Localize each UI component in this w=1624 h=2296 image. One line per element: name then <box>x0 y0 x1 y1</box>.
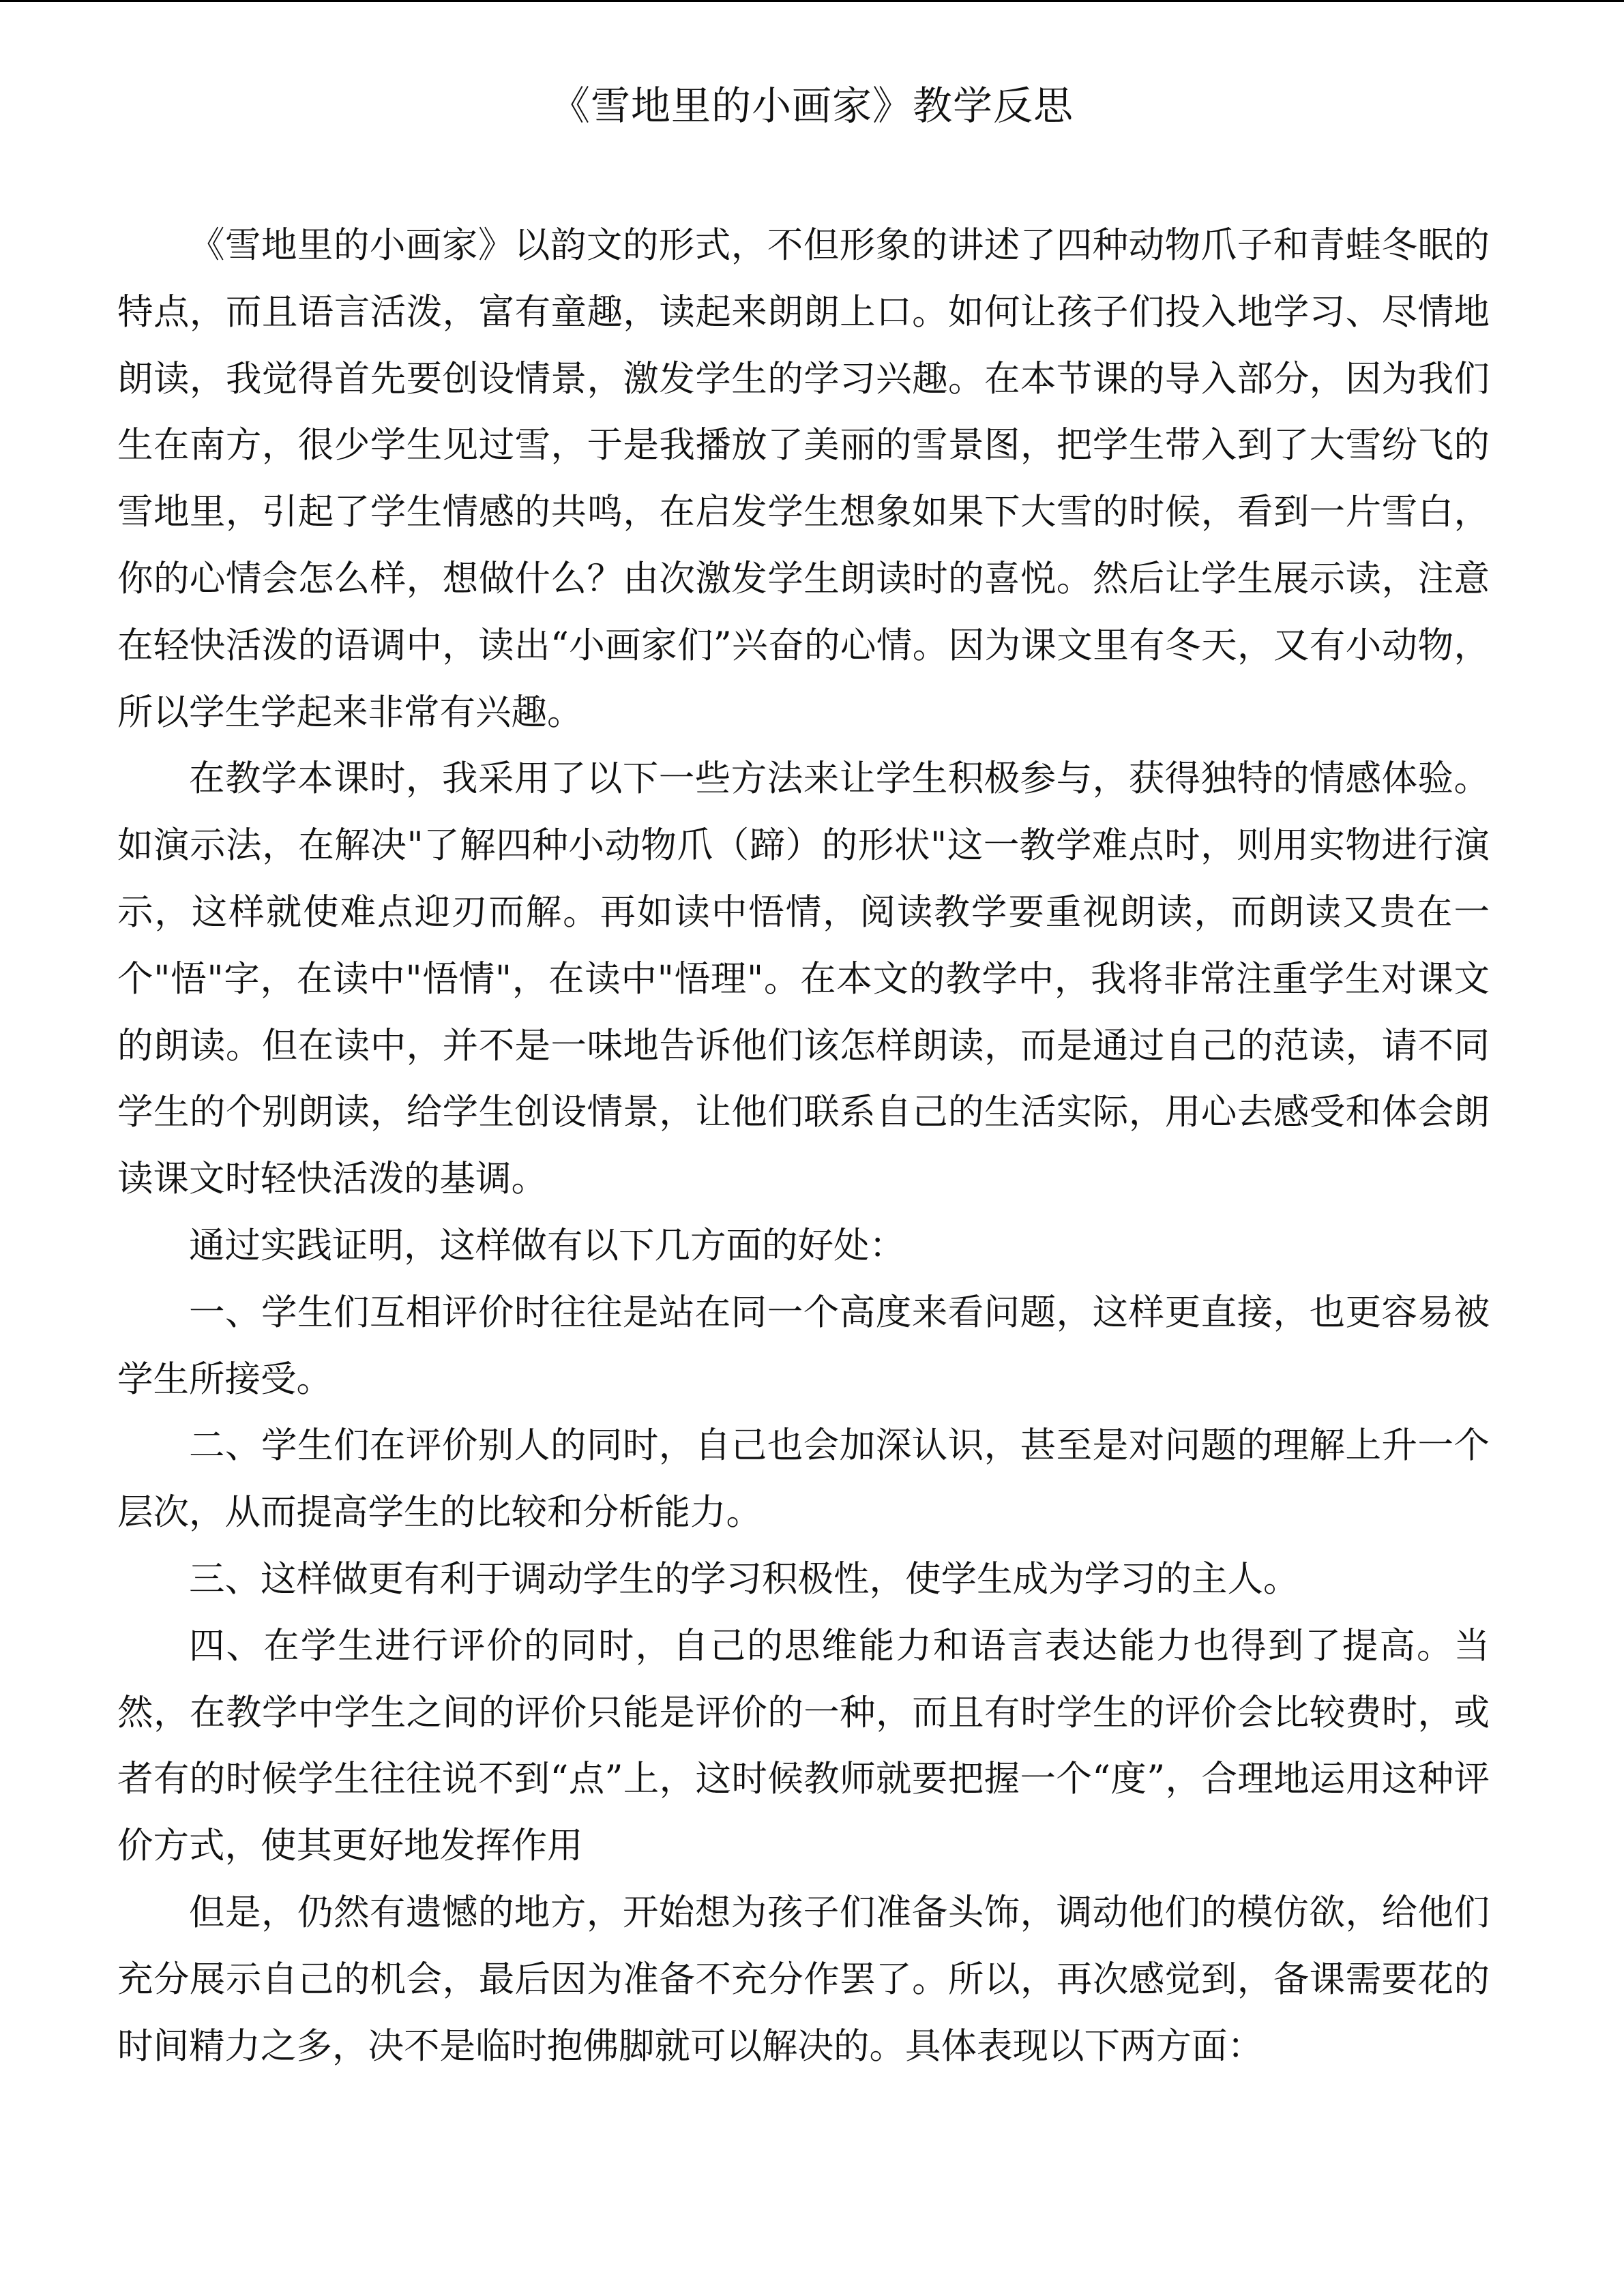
paragraph-benefits-lead: 通过实践证明，这样做有以下几方面的好处： <box>189 1224 906 1266</box>
document-body <box>117 212 1490 2079</box>
paragraph-benefit-2: 二、学生们在评价别人的同时，自己也会加深认识，甚至是对问题的理解上升一个层次，从而提高学生的比较和分析能力。 <box>117 1425 1490 1534</box>
page-title: 《雪地里的小画家》教学反思 <box>550 83 1074 129</box>
paragraph-regrets: 但是，仍然有遗憾的地方，开始想为孩子们准备头饰，调动他们的模仿欲，给他们充分展示自己的机会，最后因为准备不充分作罢了。所以，再次感觉到，备课需要花的时间精力之多，决不是临时抱佛脚就可以解决的。具体表现以下两方面： <box>117 1891 1490 2067</box>
paragraph-benefit-3: 三、这样做更有利于调动学生的学习积极性，使学生成为学习的主人。 <box>189 1557 1299 1600</box>
paragraph-methods: 在教学本课时，我采用了以下一些方法来让学生积极参与，获得独特的情感体验。如演示法，在解决"了解四种小动物爪（蹄）的形状"这一教学难点时，则用实物进行演示，这样就使难点迎刃而解。再如读中悟情，阅读教学要重视朗读，而朗读又贵在一个"悟"字，在读中"悟情"，在读中"悟理"。在本文的教学中，我将非常注重学生对课文的朗读。但在读中，并不是一味地告诉他们该怎样朗读，而是通过自己的范读，请不同学生的个别朗读，给学生创设情景，让他们联系自己的生活实际，用心去感受和体会朗读课文时轻快活泼的基调。 <box>117 758 1490 1200</box>
paragraph-benefit-1: 一、学生们互相评价时往往是站在同一个高度来看问题，这样更直接，也更容易被学生所接受。 <box>117 1291 1490 1400</box>
paragraph-intro: 《雪地里的小画家》以韵文的形式，不但形象的讲述了四种动物爪子和青蛙冬眠的特点，而且语言活泼，富有童趣，读起来朗朗上口。如何让孩子们投入地学习、尽情地朗读，我觉得首先要创设情景，激发学生的学习兴趣。在本节课的导入部分，因为我们生在南方，很少学生见过雪，于是我播放了美丽的雪景图，把学生带入到了大雪纷飞的雪地里，引起了学生情感的共鸣，在启发学生想象如果下大雪的时候，看到一片雪白，你的心情会怎么样，想做什么？由次激发学生朗读时的喜悦。然后让学生展示读，注意在轻快活泼的语调中，读出“小画家们”兴奋的心情。因为课文里有冬天，又有小动物，所以学生学起来非常有兴趣。 <box>117 224 1490 733</box>
paragraph-benefit-4: 四、在学生进行评价的同时，自己的思维能力和语言表达能力也得到了提高。当然，在教学中学生之间的评价只能是评价的一种，而且有时学生的评价会比较费时，或者有的时候学生往往说不到“点”上，这时候教师就要把握一个“度”，合理地运用这种评价方式，使其更好地发挥作用 <box>117 1624 1490 1867</box>
